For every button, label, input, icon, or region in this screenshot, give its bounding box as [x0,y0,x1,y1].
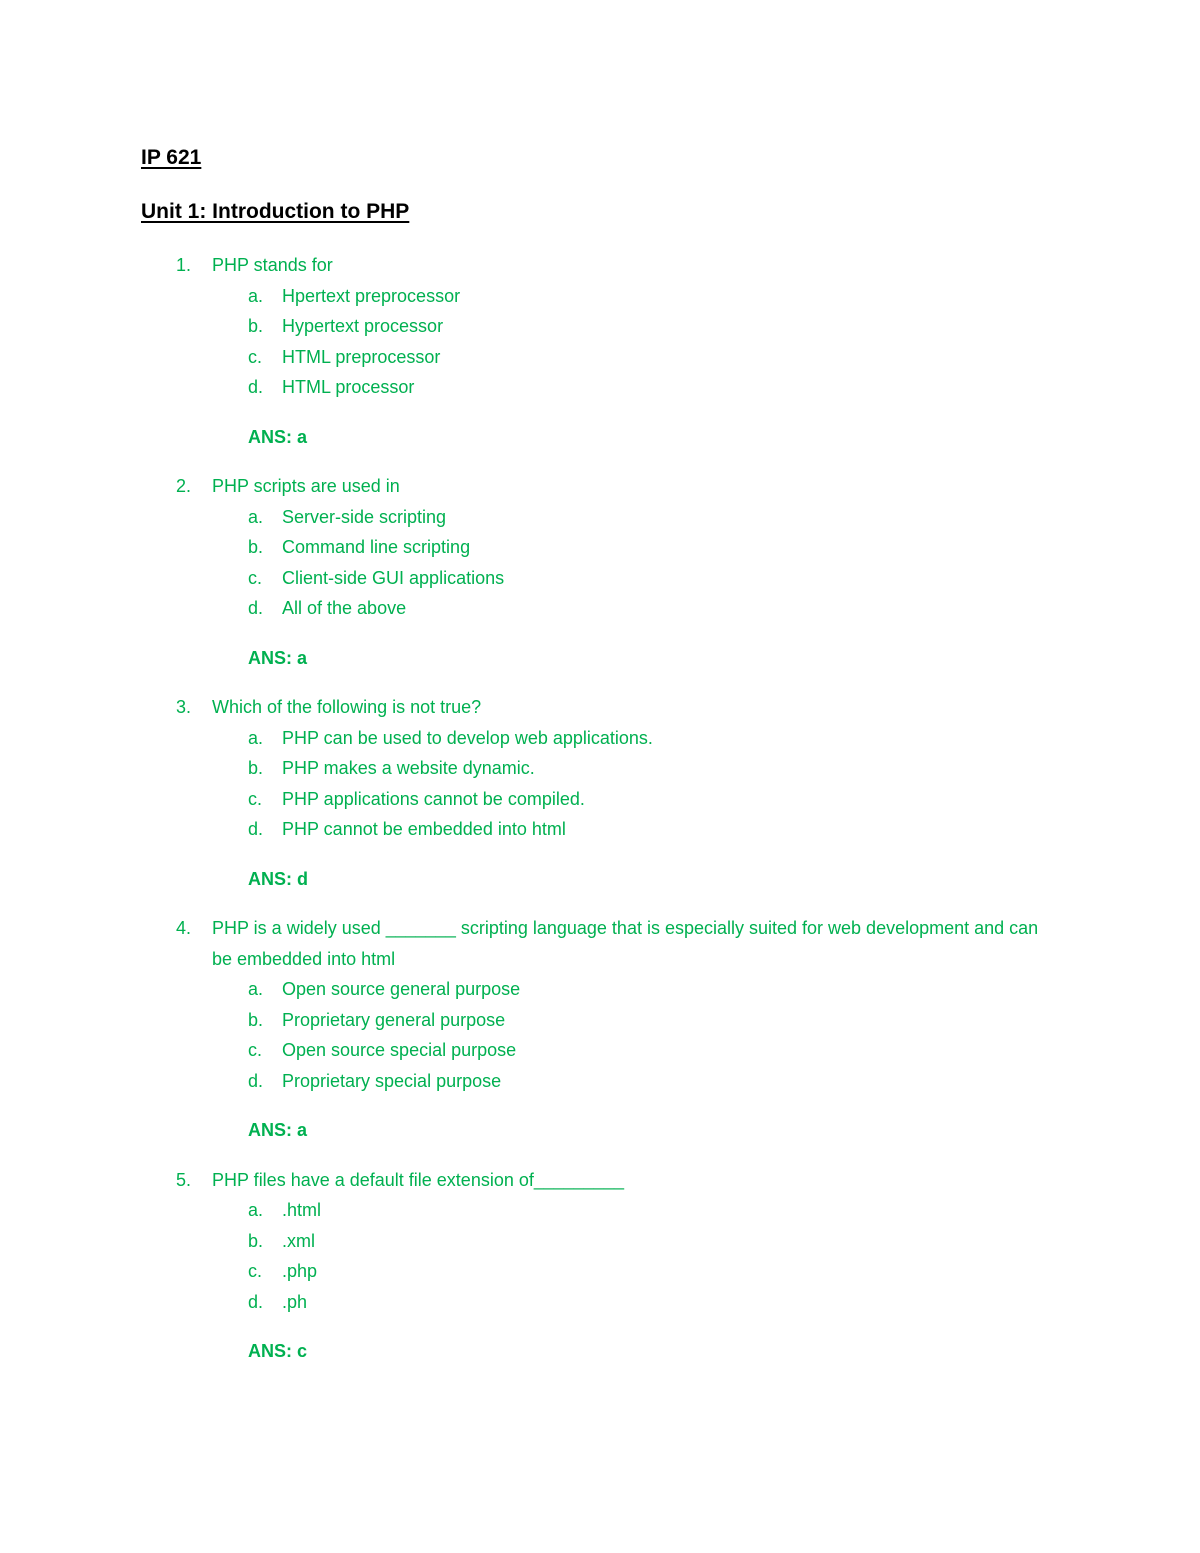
option-item [0,1226,1200,1257]
option-letter: d. [248,819,264,839]
answer-label: ANS: c [248,1341,308,1361]
option-item [0,753,1200,784]
option-text: Client-side GUI applications [282,567,505,588]
option-letter: d. [248,377,264,397]
option-letter: b. [248,537,264,557]
option-item [0,532,1200,563]
option-letter: c. [248,788,263,809]
option-letter: a. [248,727,264,748]
option-item [0,372,1200,403]
option-item [0,974,1200,1005]
question-text: PHP is a widely used _______ scripting language that is especially suited for web development and can be embedded into html [212,918,1039,969]
option-letter: a. [248,506,264,527]
option-list [0,723,1200,845]
option-text: .xml [282,1230,315,1251]
option-item [0,593,1200,624]
option-text: .html [282,1200,322,1220]
answer-label: ANS: a [248,1120,308,1140]
question-number: 1. [176,255,192,275]
option-item [0,342,1200,373]
option-item [0,281,1200,312]
option-letter: b. [248,1009,264,1030]
option-item [0,1035,1200,1066]
option-item [0,1066,1200,1097]
option-text: Proprietary general purpose [282,1009,506,1030]
question-item-5 [0,1165,1200,1367]
option-letter: c. [248,1261,263,1281]
option-list [0,1195,1200,1317]
question-list [0,250,1200,1386]
option-letter: d. [248,598,264,618]
unit-title: Unit 1: Introduction to PHP [141,200,410,223]
option-list [0,974,1200,1096]
question-item-4 [0,913,1200,1146]
question-number: 2. [176,476,192,496]
option-text: Open source general purpose [282,979,521,999]
option-letter: a. [248,1200,264,1220]
option-letter: d. [248,1070,264,1091]
question-text: PHP files have a default file extension of_________ [212,1169,624,1190]
option-text: PHP can be used to develop web applications. [282,727,653,748]
option-text: HTML preprocessor [282,346,441,367]
question-text: PHP stands for [212,255,333,275]
option-letter: c. [248,567,263,588]
option-text: HTML processor [282,377,415,397]
question-item-2 [0,471,1200,673]
option-item [0,563,1200,594]
answer-label: ANS: a [248,426,308,447]
question-number: 4. [176,918,192,938]
option-letter: a. [248,979,264,999]
course-title: IP 621 [141,146,202,169]
option-text: Server-side scripting [282,506,447,527]
option-letter: b. [248,316,264,336]
option-text: .php [282,1261,318,1281]
option-text: PHP applications cannot be compiled. [282,788,585,809]
option-item [0,1287,1200,1318]
option-list [0,502,1200,624]
option-item [0,502,1200,533]
option-item [0,784,1200,815]
answer-label: ANS: d [248,868,308,889]
option-text: Proprietary special purpose [282,1070,502,1091]
option-letter: b. [248,1230,264,1251]
option-text: All of the above [282,598,407,618]
option-text: PHP makes a website dynamic. [282,758,535,778]
question-item-1 [0,250,1200,452]
option-text: PHP cannot be embedded into html [282,819,566,839]
option-text: Hypertext processor [282,316,444,336]
option-item [0,1195,1200,1226]
option-item [0,311,1200,342]
option-letter: c. [248,346,263,367]
option-item [0,1005,1200,1036]
option-item [0,723,1200,754]
option-text: Hpertext preprocessor [282,285,461,306]
option-text: .ph [282,1291,308,1312]
question-text: PHP scripts are used in [212,476,400,496]
option-letter: a. [248,285,264,306]
option-list [0,281,1200,403]
option-letter: d. [248,1291,264,1312]
option-letter: b. [248,758,264,778]
answer-label: ANS: a [248,647,308,668]
option-item [0,1256,1200,1287]
option-letter: c. [248,1040,263,1060]
option-text: Command line scripting [282,537,471,557]
question-item-3 [0,692,1200,894]
option-text: Open source special purpose [282,1040,517,1060]
question-number: 3. [176,697,192,717]
question-number: 5. [176,1169,192,1190]
option-item [0,814,1200,845]
question-text: Which of the following is not true? [212,697,482,717]
